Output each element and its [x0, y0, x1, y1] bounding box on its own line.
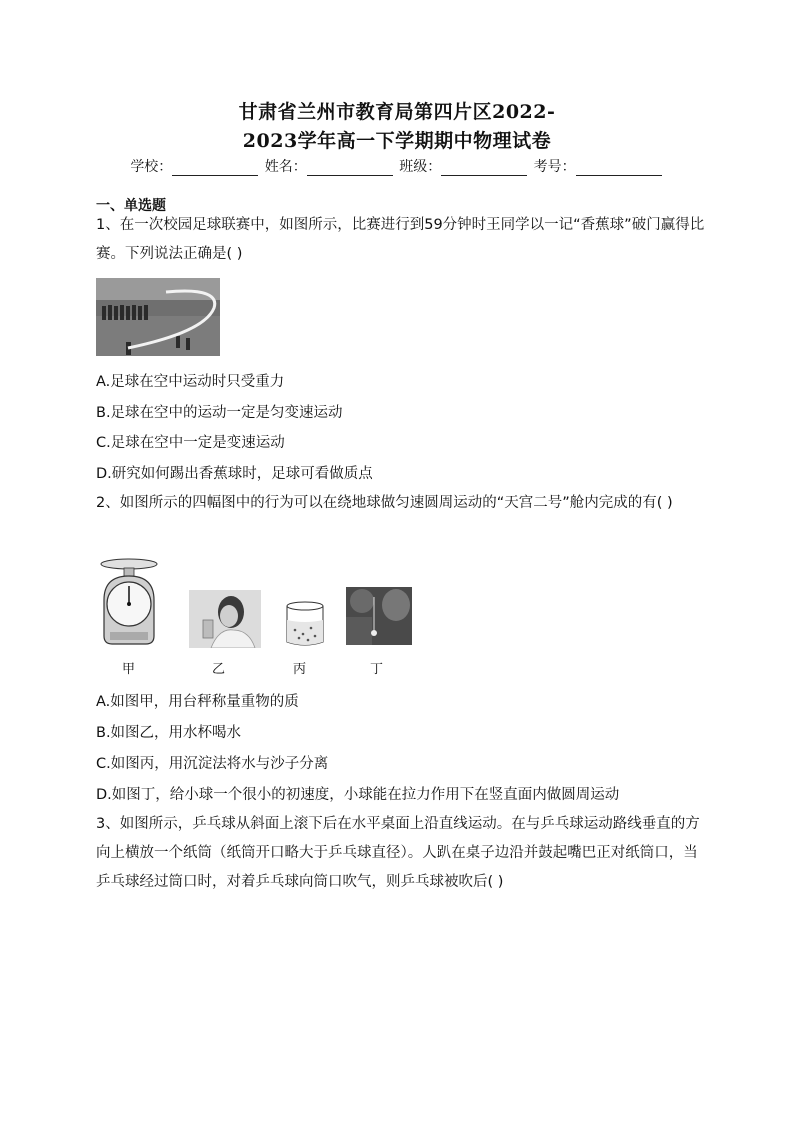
exam-number-label: 考号：: [533, 159, 576, 175]
question-1-option-d: D.研究如何踢出香蕉球时，足球可看做质点: [96, 466, 373, 482]
soccer-banana-kick-photo: [96, 278, 220, 356]
name-blank: [307, 161, 393, 176]
class-blank: [441, 161, 527, 176]
kitchen-scale-figure: [96, 556, 162, 648]
exam-number-blank: [576, 161, 662, 176]
caption-bing: 丙: [293, 662, 307, 677]
beaker-sand-figure: [281, 600, 329, 648]
class-label: 班级：: [399, 159, 442, 175]
caption-yi: 乙: [212, 662, 226, 677]
question-2-option-d: D.如图丁，给小球一个很小的初速度，小球能在拉力作用下在竖直面内做圆周运动: [96, 787, 620, 803]
section-heading: 一、单选题: [96, 198, 166, 214]
exam-title-line-1: 甘肃省兰州市教育局第四片区2022-: [238, 101, 556, 123]
question-3-stem: 3、如图所示，乒乓球从斜面上滚下后在水平桌面上沿直线运动。在与乒乓球运动路线垂直的方向上横放一个纸筒（纸筒开口略大于乒乓球直径）。人趴在桌子边沿并鼓起嘴巴正对纸筒口，当乒乓球经过筒口时，对着乒乓球向筒口吹气，则乒乓球被吹后( ): [96, 816, 700, 890]
question-1-option-a: A.足球在空中运动时只受重力: [96, 374, 285, 390]
ball-on-string-photo: [346, 587, 412, 645]
question-1-stem: 1、在一次校园足球联赛中，如图所示，比赛进行到59分钟时王同学以一记“香蕉球”破门赢得比赛。下列说法正确是( ): [96, 217, 705, 262]
name-label: 姓名：: [264, 159, 307, 175]
question-2-option-b: B.如图乙，用水杯喝水: [96, 725, 242, 741]
question-2-stem: 2、如图所示的四幅图中的行为可以在绕地球做匀速圆周运动的“天宫二号”舱内完成的有( ): [96, 495, 673, 511]
student-info-line: [0, 156, 794, 176]
caption-jia: 甲: [122, 662, 136, 677]
drinking-water-photo: [189, 590, 261, 648]
caption-ding: 丁: [370, 662, 384, 677]
question-1-option-b: B.足球在空中的运动一定是匀变速运动: [96, 405, 343, 421]
question-1-option-c: C.足球在空中一定是变速运动: [96, 435, 285, 451]
exam-title-line-2: 2023学年高一下学期期中物理试卷: [242, 130, 552, 152]
question-2-option-c: C.如图丙，用沉淀法将水与沙子分离: [96, 756, 329, 772]
question-2-option-a: A.如图甲，用台秤称量重物的质: [96, 694, 299, 710]
school-label: 学校：: [130, 159, 173, 175]
school-blank: [172, 161, 258, 176]
